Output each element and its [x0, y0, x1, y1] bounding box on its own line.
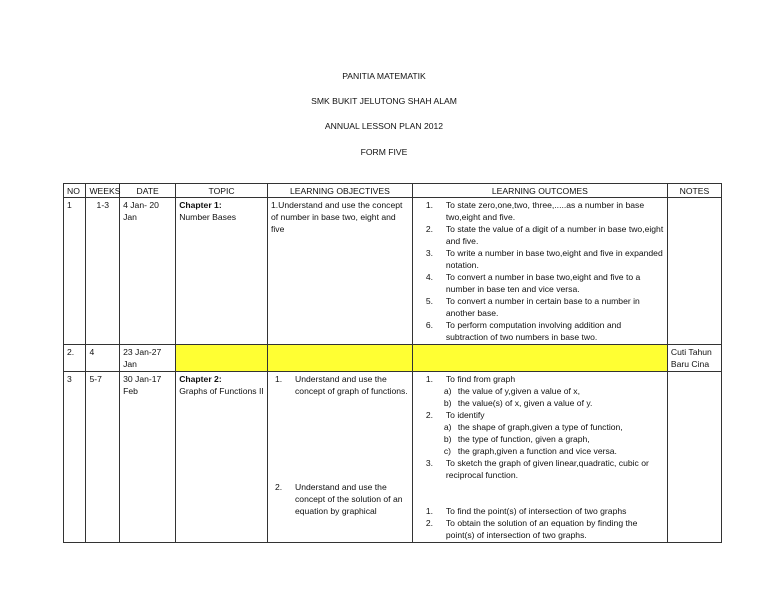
- outcome-text: the shape of graph,given a type of function,: [457, 422, 623, 432]
- outcome-number: c): [443, 446, 452, 456]
- outcome-text: the type of function, given a graph,: [457, 434, 590, 444]
- outcome-text: To convert a number in base two,eight and five to a number in base ten and vice versa.: [445, 272, 641, 294]
- outcome-text: To convert a number in certain base to a number in another base.: [445, 296, 640, 318]
- outcome-text: To state zero,one,two, three,.....as a number in base two,eight and five.: [445, 200, 645, 222]
- outcome-item: [416, 505, 664, 517]
- outcome-text: To find the point(s) of intersection of two graphs: [445, 506, 627, 516]
- col-header-weeks: WEEKS: [86, 184, 120, 198]
- cell-objective: 1.Understand and use the concept of number in base two, eight and five: [268, 198, 413, 345]
- cell-outcomes-highlight: [412, 345, 667, 372]
- outcomes-list: [416, 505, 664, 541]
- outcome-text: To obtain the solution of an equation by finding the point(s) of intersection of two graphs.: [445, 518, 638, 540]
- cell-weeks: 5-7: [86, 372, 120, 543]
- objective-text: Understand and use the concept of the solution of an equation by graphical: [295, 482, 403, 516]
- outcome-text: the value(s) of x, given a value of y.: [457, 398, 593, 408]
- outcome-number: 4.: [425, 272, 434, 282]
- outcome-item: [416, 409, 664, 421]
- table-row: [64, 345, 722, 372]
- outcome-number: 2.: [425, 224, 434, 234]
- outcome-text: To perform computation involving addition and subtraction of two numbers in base two.: [445, 320, 622, 342]
- cell-date: 4 Jan- 20 Jan: [120, 198, 176, 345]
- objective-number: 2.: [275, 482, 283, 492]
- outcome-subitem: [416, 445, 664, 457]
- cell-notes: Cuti Tahun Baru Cina: [667, 345, 721, 372]
- lesson-plan-table: [63, 183, 722, 543]
- cell-date: 30 Jan-17 Feb: [120, 372, 176, 543]
- outcome-number: a): [443, 386, 452, 396]
- outcome-text: the value of y,given a value of x,: [457, 386, 580, 396]
- objective-item: [271, 481, 409, 517]
- outcome-text: To state the value of a digit of a number in base two,eight and five.: [445, 224, 664, 246]
- outcome-number: 3.: [425, 458, 434, 468]
- cell-topic-highlight: [176, 345, 268, 372]
- cell-outcomes: [412, 198, 667, 345]
- outcome-text: the graph,given a function and vice versa.: [457, 446, 617, 456]
- outcome-number: 3.: [425, 248, 434, 258]
- cell-objective-highlight: [268, 345, 413, 372]
- outcome-subitem: [416, 397, 664, 409]
- outcome-subitem: [416, 385, 664, 397]
- outcome-number: 6.: [425, 320, 434, 330]
- cell-outcomes: [412, 372, 667, 543]
- topic-chapter: Chapter 1:: [179, 200, 222, 210]
- outcome-item: [416, 199, 664, 223]
- outcomes-list: [416, 199, 664, 343]
- outcome-number: 1.: [425, 506, 434, 516]
- outcome-subitem: [416, 433, 664, 445]
- cell-topic: [176, 372, 268, 543]
- cell-no: 3: [64, 372, 86, 543]
- col-header-date: DATE: [120, 184, 176, 198]
- header-plan-title: ANNUAL LESSON PLAN 2012: [324, 121, 444, 131]
- header-department: PANITIA MATEMATIK: [342, 71, 426, 81]
- objective-item: [271, 373, 409, 397]
- outcome-number: 2.: [425, 518, 434, 528]
- objective-number: 1.: [275, 374, 283, 384]
- header-form: FORM FIVE: [360, 147, 408, 157]
- outcome-item: [416, 319, 664, 343]
- table-row: [64, 198, 722, 345]
- outcome-number: b): [443, 434, 452, 444]
- outcome-item: [416, 247, 664, 271]
- topic-chapter: Chapter 2:: [179, 374, 222, 384]
- cell-weeks: 4: [86, 345, 120, 372]
- cell-topic: [176, 198, 268, 345]
- outcome-item: [416, 373, 664, 385]
- outcome-item: [416, 517, 664, 541]
- topic-name: Graphs of Functions II: [179, 386, 264, 396]
- cell-objectives: [268, 372, 413, 543]
- col-header-notes: NOTES: [667, 184, 721, 198]
- cell-no: 1: [64, 198, 86, 345]
- cell-notes: [667, 198, 721, 345]
- table-row: [64, 372, 722, 543]
- outcome-item: [416, 223, 664, 247]
- outcome-text: To find from graph: [445, 374, 516, 384]
- col-header-objectives: LEARNING OBJECTIVES: [268, 184, 413, 198]
- cell-weeks: 1-3: [86, 198, 120, 345]
- col-header-topic: TOPIC: [176, 184, 268, 198]
- col-header-no: NO: [64, 184, 86, 198]
- outcome-item: [416, 271, 664, 295]
- outcome-number: 1.: [425, 374, 434, 384]
- outcome-text: To identify: [445, 410, 485, 420]
- outcome-number: b): [443, 398, 452, 408]
- outcome-number: a): [443, 422, 452, 432]
- table-header-row: [64, 184, 722, 198]
- cell-date: 23 Jan-27 Jan: [120, 345, 176, 372]
- col-header-outcomes: LEARNING OUTCOMES: [412, 184, 667, 198]
- outcome-text: To write a number in base two,eight and five in expanded notation.: [445, 248, 663, 270]
- cell-no: 2.: [64, 345, 86, 372]
- outcome-text: To sketch the graph of given linear,quadratic, cubic or reciprocal function.: [445, 458, 649, 480]
- objective-text: Understand and use the concept of graph of functions.: [295, 374, 408, 396]
- outcome-item: [416, 457, 664, 481]
- outcome-number: 1.: [425, 200, 434, 210]
- outcome-number: 5.: [425, 296, 434, 306]
- outcomes-list: [416, 373, 664, 481]
- outcome-subitem: [416, 421, 664, 433]
- outcome-number: 2.: [425, 410, 434, 420]
- cell-notes: [667, 372, 721, 543]
- outcome-item: [416, 295, 664, 319]
- topic-name: Number Bases: [179, 212, 237, 222]
- header-school: SMK BUKIT JELUTONG SHAH ALAM: [311, 96, 457, 106]
